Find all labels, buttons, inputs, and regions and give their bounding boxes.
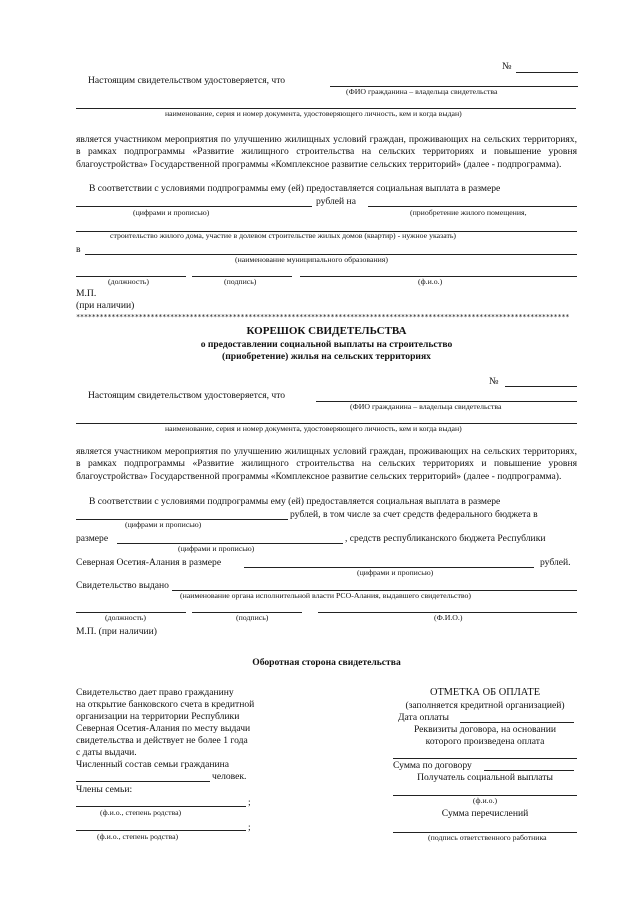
recipient-label: Получатель социальной выплаты <box>417 772 553 783</box>
payment-mark-title: ОТМЕТКА ОБ ОПЛАТЕ <box>429 687 541 698</box>
stub-federal-part: рублей, в том числе за счет средств федерального бюджета в <box>290 509 538 520</box>
stub-accordance-line: В соответствии с условиями подпрограммы ему (ей) предоставляется социальная выплата в размере <box>89 496 501 507</box>
member-1-semicolon: ; <box>248 797 251 808</box>
payment-date-label: Дата оплаты <box>398 712 449 723</box>
stub-rubley: рублей. <box>540 557 571 568</box>
stub-north-ossetia: Северная Осетия-Алания в размере <box>76 557 222 568</box>
payment-date-field[interactable] <box>460 722 574 723</box>
stamp-place: М.П. <box>76 288 97 299</box>
acquisition-caption: (приобретение жилого помещения, <box>410 208 527 217</box>
stub-signature-caption: (подпись) <box>236 613 269 622</box>
persons-label: человек. <box>212 771 247 782</box>
contract-details-2: которого произведена оплата <box>425 736 545 747</box>
stub-razmere: размере <box>76 533 109 544</box>
accordance-line: В соответствии с условиями подпрограммы ему (ей) предоставляется социальная выплата в размере <box>89 183 501 194</box>
relation-caption-1: (ф.и.о., степень родства) <box>100 808 182 817</box>
amount-field[interactable] <box>76 206 312 207</box>
relation-caption-2: (ф.и.о., степень родства) <box>97 832 179 841</box>
fio-caption: (ФИО гражданина – владельца свидетельства <box>346 87 498 96</box>
purpose-field[interactable] <box>368 206 577 207</box>
rights-line-2: на открытие банковского счета в кредитной <box>76 699 255 710</box>
contract-details-1: Реквизиты договора, на основании <box>413 724 557 735</box>
rights-line-4: Северная Осетия-Алания по месту выдачи <box>76 723 251 734</box>
stub-issued-by: Свидетельство выдано <box>76 580 169 591</box>
rub-na-label: рублей на <box>316 196 356 207</box>
rights-line-5: свидетельства и действует не более 1 года <box>76 735 248 746</box>
municipal-caption: (наименование муниципального образования) <box>235 255 388 264</box>
rights-line-6: с даты выдачи. <box>76 747 137 758</box>
number-field[interactable] <box>516 72 578 73</box>
official-signature-caption: (подпись ответственного работника <box>428 833 547 842</box>
family-member-field-2[interactable] <box>76 830 246 831</box>
stub-subtitle-2: (приобретение) жилья на сельских территориях <box>222 351 431 362</box>
document-caption: наименование, серия и номер документа, удостоверяющего личность, кем и когда выдан) <box>165 109 462 118</box>
cut-line: ****************************************************************************************************************************** <box>76 313 570 321</box>
stub-fio-caption: (ФИО гражданина – владельца свидетельства <box>350 402 502 411</box>
fio-short-caption: (ф.и.о.) <box>418 277 443 286</box>
stub-digits-caption-2: (цифрами и прописью) <box>178 544 255 553</box>
family-count-field[interactable] <box>76 781 210 782</box>
rights-line-1: Свидетельство дает право гражданину <box>76 687 234 698</box>
stub-document-caption: наименование, серия и номер документа, удостоверяющего личность, кем и когда выдан) <box>165 424 462 433</box>
stub-number-field[interactable] <box>505 386 577 387</box>
construction-caption: строительство жилого дома, участие в долевом строительстве жилых домов (квартир) - нужное указать) <box>110 231 457 240</box>
family-count-label: Численный состав семьи гражданина <box>76 759 229 770</box>
contract-details-field[interactable] <box>393 758 577 759</box>
stub-organ-caption: (наименование органа исполнительной власти РСО-Алания, выдавшего свидетельство) <box>180 591 472 600</box>
contract-sum-field[interactable] <box>484 770 574 771</box>
stub-republic-part: , средств республиканского бюджета Республики <box>345 533 546 544</box>
number-sign: № <box>502 61 512 72</box>
stub-digits-caption: (цифрами и прописью) <box>125 520 202 529</box>
family-member-field-1[interactable] <box>76 806 246 807</box>
certify-line: Настоящим свидетельством удостоверяется, что <box>88 75 286 86</box>
rights-line-3: организации на территории Республики <box>76 711 240 722</box>
reverse-title: Оборотная сторона свидетельства <box>252 657 401 668</box>
participant-paragraph: является участником мероприятия по улучшению жилищных условий граждан, проживающих на сельских территориях, в рамках подпрограммы «Развитие жилищного строительства на сельских территориях и повышение уровня благоустройства» Государственной программы «Комплексное развитие сельских территорий» (далее - подпрограмма). <box>76 134 577 170</box>
stub-mp-line: М.П. (при наличии) <box>76 626 157 637</box>
stub-participant-paragraph: является участником мероприятия по улучшению жилищных условий граждан, проживающих на сельских территориях, в рамках подпрограммы «Развитие жилищного строительства на сельских территориях и повышение уровня благоустройства» Государственной программы «Комплексное развитие сельских территорий» (далее - подпрограмма). <box>76 446 577 482</box>
digits-caption: (цифрами и прописью) <box>133 208 210 217</box>
contract-sum-label: Сумма по договору <box>393 760 472 771</box>
stub-position-caption: (должность) <box>105 613 146 622</box>
family-members-label: Члены семьи: <box>76 784 133 795</box>
position-caption: (должность) <box>108 277 149 286</box>
member-2-semicolon: ; <box>248 822 251 833</box>
stub-certify-line: Настоящим свидетельством удостоверяется, что <box>88 390 286 401</box>
transfer-sum-label: Сумма перечислений <box>441 808 529 819</box>
stub-digits-caption-3: (цифрами и прописью) <box>357 568 434 577</box>
signature-caption: (подпись) <box>224 277 257 286</box>
stub-number-sign: № <box>489 376 499 387</box>
stub-fio-caption-short: (Ф.И.О.) <box>434 613 463 622</box>
recipient-fio-caption: (ф.и.о.) <box>472 796 498 805</box>
if-any-note: (при наличии) <box>76 300 135 311</box>
v-label: в <box>76 244 81 255</box>
stub-subtitle-1: о предоставлении социальной выплаты на строительство <box>200 339 453 350</box>
payment-mark-subtitle: (заполняется кредитной организацией) <box>405 700 565 711</box>
stub-title: КОРЕШОК СВИДЕТЕЛЬСТВА <box>246 325 407 337</box>
